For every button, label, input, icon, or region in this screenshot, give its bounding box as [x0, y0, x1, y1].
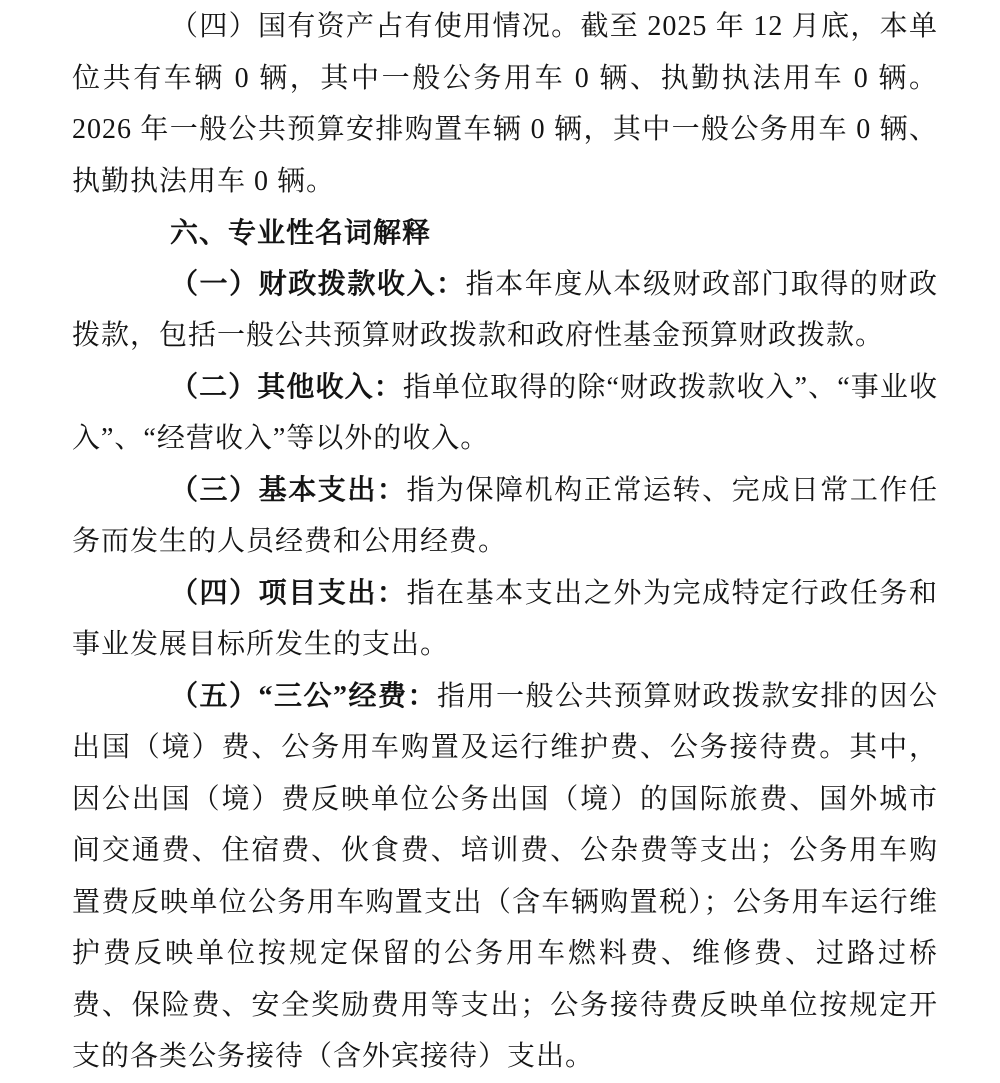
term-definition: 指为保障机构正常运转、完成日常工作任务而发生的人员经费和公用经费。	[72, 474, 938, 557]
section-heading-terminology: 六、专业性名词解释	[170, 217, 432, 248]
paragraph-term-three-public-funds	[72, 671, 938, 1083]
paragraph-asset-usage	[72, 1, 938, 207]
term-lead: （三）基本支出：	[170, 474, 407, 506]
term-lead: （一）财政拨款收入：	[170, 268, 466, 300]
paragraph-asset-usage-text: （四）国有资产占有使用情况。截至 2025 年 12 月底，本单位共有车辆 0 辆，其中一般公务用车 0 辆、执勤执法用车 0 辆。2026 年一般公共预算安排购置车辆 0 辆，其中一般公务用车 0 辆、执勤执法用车 0 辆。	[72, 11, 938, 197]
term-definition: 指在基本支出之外为完成特定行政任务和事业发展目标所发生的支出。	[72, 577, 938, 660]
term-definition: 指单位取得的除“财政拨款收入”、“事业收入”、“经营收入”等以外的收入。	[72, 371, 938, 454]
term-definition: 指用一般公共预算财政拨款安排的因公出国（境）费、公务用车购置及运行维护费、公务接待费。其中，因公出国（境）费反映单位公务出国（境）的国际旅费、国外城市间交通费、住宿费、伙食费、培训费、公杂费等支出；公务用车购置费反映单位公务用车购置支出（含车辆购置税）；公务用车运行维护费反映单位按规定保留的公务用车燃料费、维修费、过路过桥费、保险费、安全奖励费用等支出；公务接待费反映单位按规定开支的各类公务接待（含外宾接待）支出。	[72, 680, 938, 1072]
term-lead: （五）“三公”经费：	[170, 680, 437, 712]
paragraph-term-fiscal-appropriation-income	[72, 259, 938, 362]
paragraph-term-other-income	[72, 362, 938, 465]
paragraph-term-basic-expenditure	[72, 465, 938, 568]
term-definition: 指本年度从本级财政部门取得的财政拨款，包括一般公共预算财政拨款和政府性基金预算财政拨款。	[72, 268, 938, 351]
term-lead: （四）项目支出：	[170, 577, 407, 609]
term-lead: （二）其他收入：	[170, 371, 403, 403]
paragraph-term-project-expenditure	[72, 568, 938, 671]
